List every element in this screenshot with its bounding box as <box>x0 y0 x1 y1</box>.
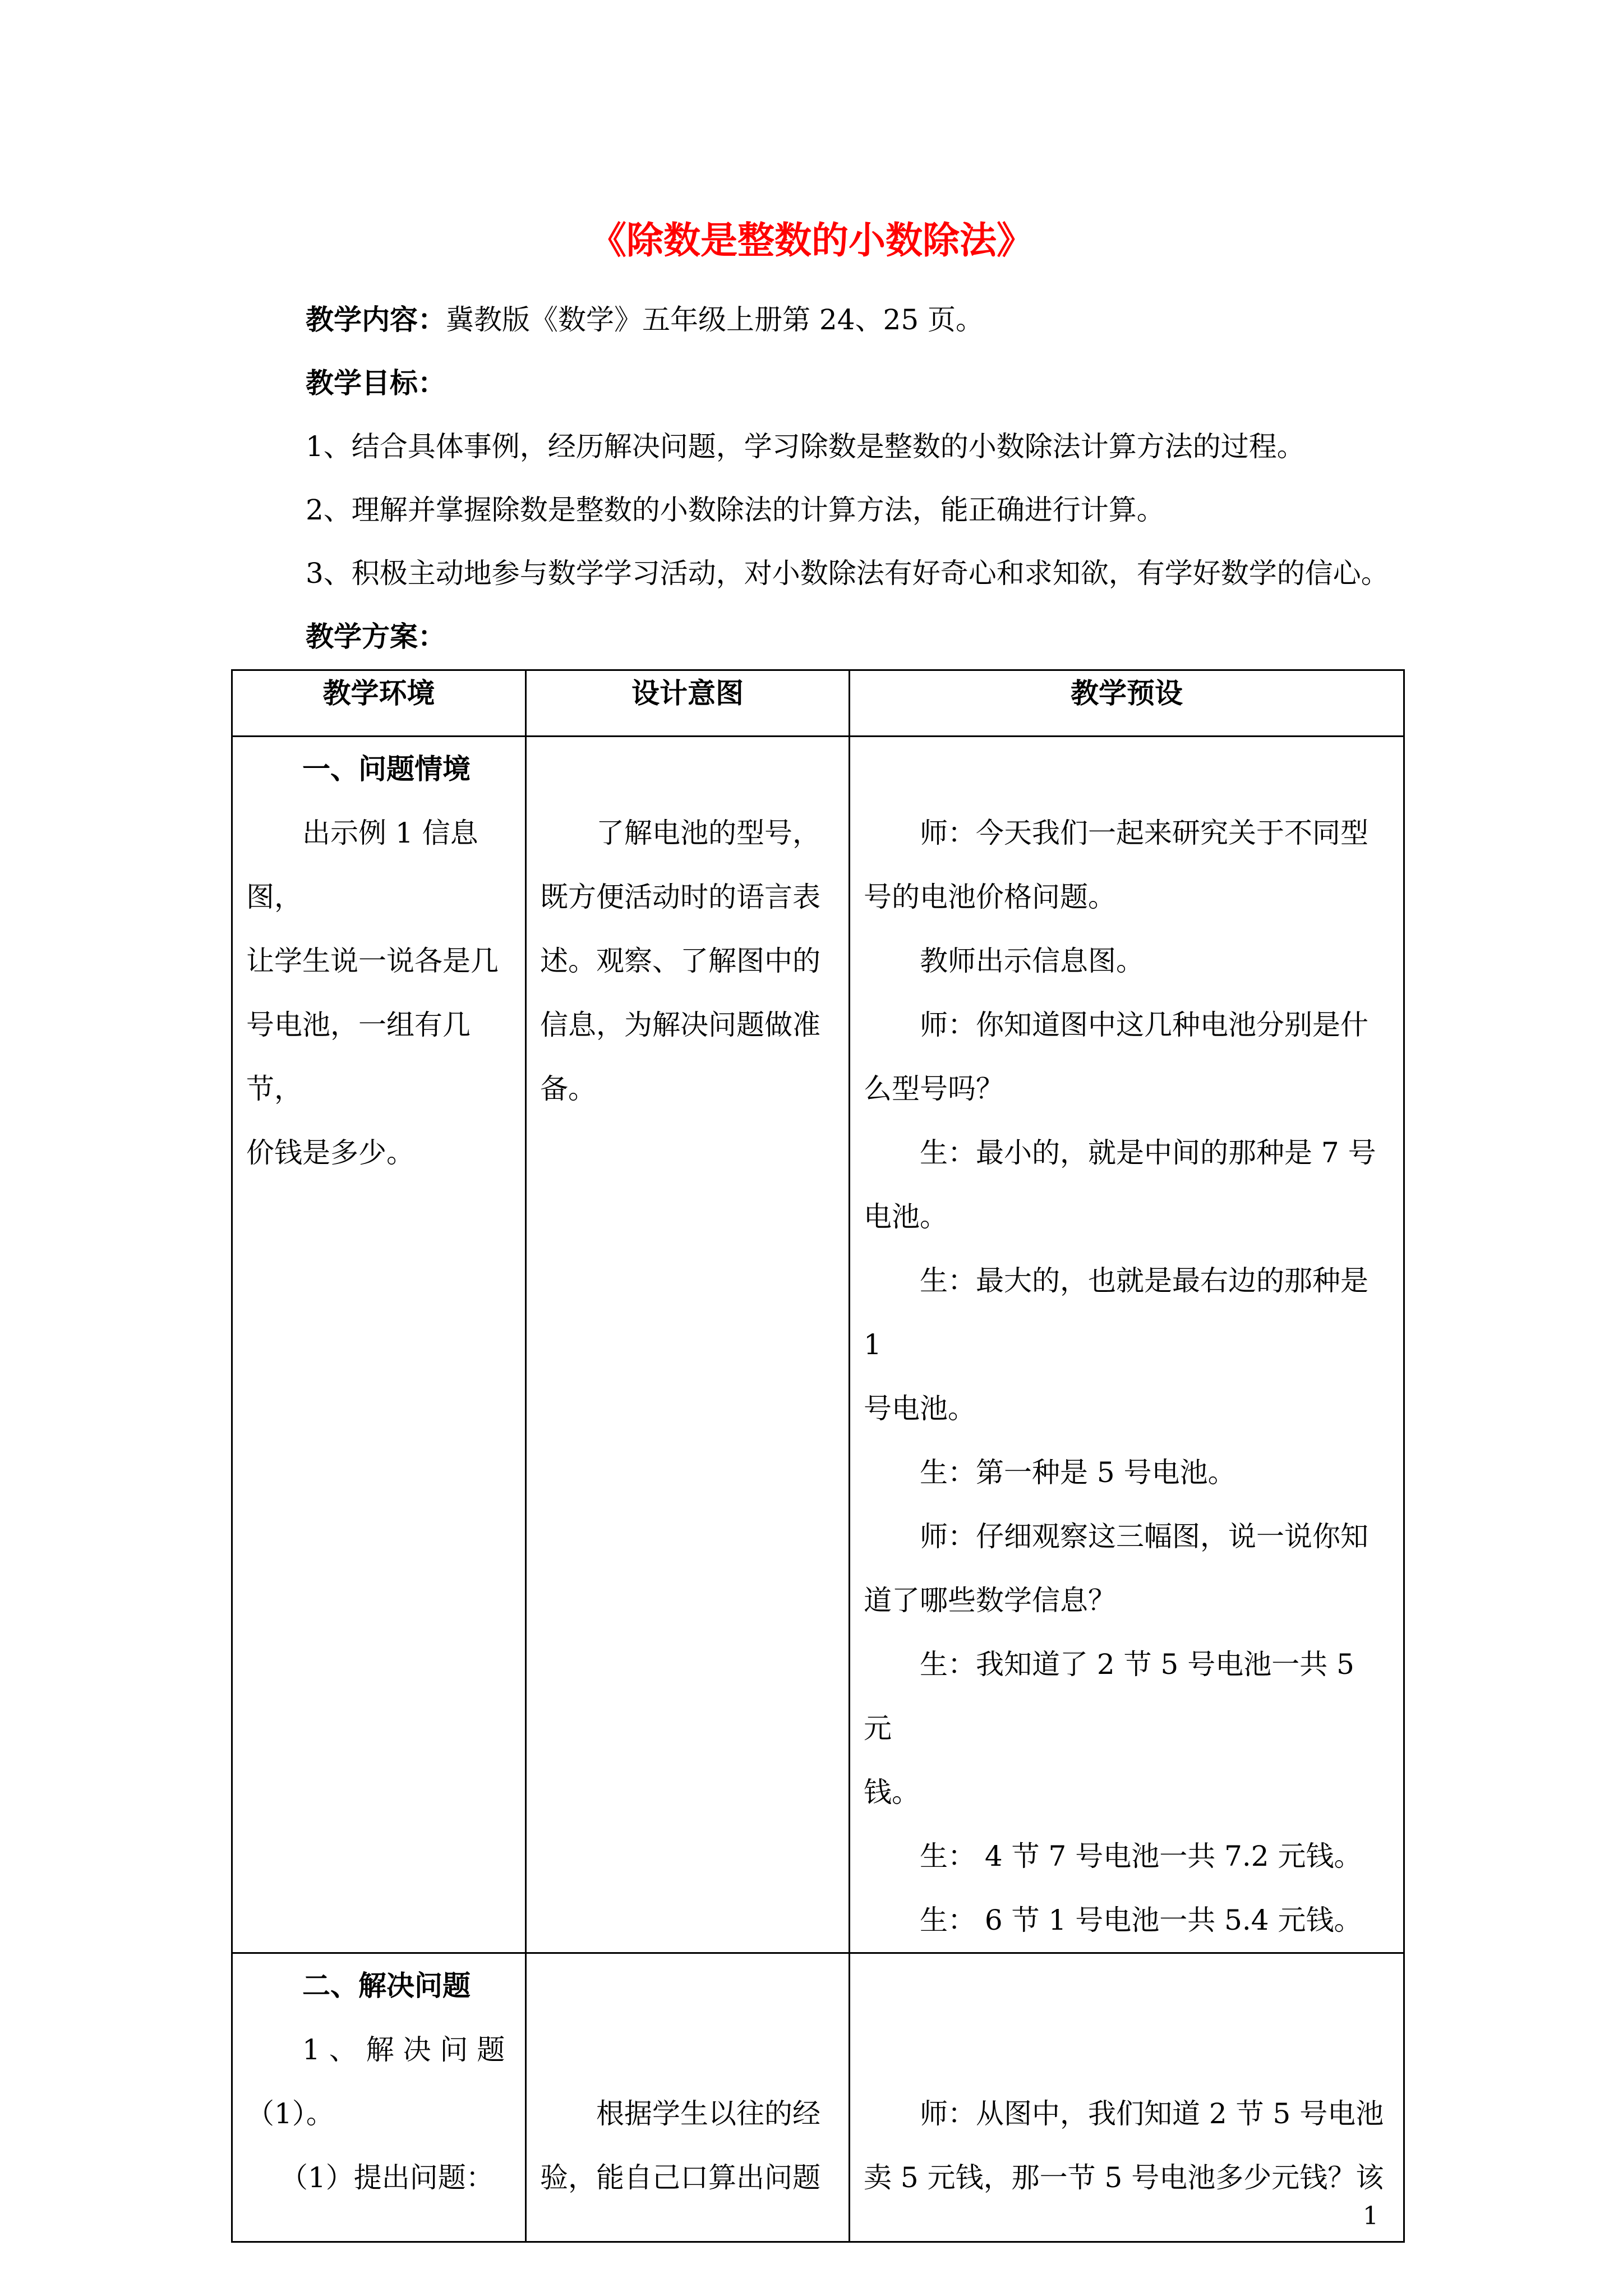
cell-line: 出示例 1 信息图， <box>246 817 478 913</box>
cell-line: 电池。 <box>864 1200 948 1233</box>
cell-line: 根据学生以往的经 <box>596 2097 820 2130</box>
cell-line: 信息，为解决问题做准 <box>540 1009 820 1041</box>
cell-line: 师：今天我们一起来研究关于不同型 <box>920 817 1368 849</box>
cell-spacer <box>864 1954 1390 2018</box>
cell-line: 师：从图中，我们知道 2 节 5 号电池 <box>920 2097 1384 2130</box>
cell-line: 让学生说一说各是几 <box>246 945 499 977</box>
table-cell-environment <box>232 737 526 1953</box>
cell-line: （1）提出问题： <box>280 2161 494 2194</box>
column-header: 设计意图 <box>526 670 850 737</box>
table-row <box>232 737 1404 1953</box>
cell-spacer <box>540 1954 835 2018</box>
cell-line: 号的电池价格问题。 <box>864 881 1116 913</box>
cell-line: 教师出示信息图。 <box>920 945 1144 977</box>
cell-line: 卖 5 元钱，那一节 5 号电池多少元钱？该 <box>864 2161 1384 2194</box>
cell-line: 述。观察、了解图中的 <box>540 945 820 977</box>
document-title: 《除数是整数的小数除法》 <box>589 218 1034 262</box>
table-cell-environment <box>232 1953 526 2242</box>
section-heading: 一、问题情境 <box>302 752 471 785</box>
teaching-goals-label <box>306 361 446 406</box>
goal-item: 1、结合具体事例，经历解决问题，学习除数是整数的小数除法计算方法的过程。 <box>306 430 1305 463</box>
cell-line: 生： 4 节 7 号电池一共 7.2 元钱。 <box>920 1840 1362 1872</box>
cell-line: 么型号吗？ <box>864 1073 1004 1105</box>
column-header: 教学环境 <box>232 670 526 737</box>
goal-item: 2、理解并掌握除数是整数的小数除法的计算方法，能正确进行计算。 <box>306 494 1165 526</box>
cell-line: 生：最大的，也就是最右边的那种是 1 <box>864 1264 1368 1361</box>
cell-line: 钱。 <box>864 1776 920 1809</box>
cell-line: 生： 6 节 1 号电池一共 5.4 元钱。 <box>920 1904 1362 1936</box>
table-cell-intent <box>526 1953 850 2242</box>
cell-line: 师：仔细观察这三幅图，说一说你知 <box>920 1520 1368 1553</box>
cell-line: 1 、 解 决 问 题 <box>302 2033 505 2066</box>
goal-item: 3、积极主动地参与数学学习活动，对小数除法有好奇心和求知欲，有学好数学的信心。 <box>306 557 1389 590</box>
cell-line: 备。 <box>540 1073 596 1105</box>
teaching-plan-label <box>306 614 446 659</box>
cell-line: 价钱是多少。 <box>246 1137 414 1169</box>
page-number: 1 <box>1363 2202 1378 2230</box>
cell-line: 了解电池的型号， <box>596 817 820 849</box>
cell-line: 既方便活动时的语言表 <box>540 881 820 913</box>
cell-line: 号电池，一组有几节， <box>246 1009 471 1105</box>
table-cell-preset <box>850 737 1404 1953</box>
table-row <box>232 1953 1404 2242</box>
table-cell-intent <box>526 737 850 1953</box>
cell-line: 生：第一种是 5 号电池。 <box>920 1456 1236 1489</box>
teaching-plan-table <box>231 669 1405 2243</box>
cell-spacer <box>864 2018 1390 2082</box>
cell-line: 生：最小的，就是中间的那种是 7 号 <box>920 1137 1376 1169</box>
cell-line: 师：你知道图中这几种电池分别是什 <box>920 1009 1368 1041</box>
teaching-goals-label-text: 教学目标： <box>306 366 446 399</box>
cell-line: 生：我知道了 2 节 5 号电池一共 5 元 <box>864 1648 1354 1745</box>
table-cell-preset <box>850 1953 1404 2242</box>
table-header-row <box>232 670 1404 737</box>
cell-spacer <box>540 737 835 801</box>
teaching-content-line <box>306 297 984 342</box>
cell-line: 道了哪些数学信息？ <box>864 1584 1116 1617</box>
teaching-plan-label-text: 教学方案： <box>306 620 446 653</box>
teaching-content-label: 教学内容： <box>306 303 446 336</box>
column-header: 教学预设 <box>850 670 1404 737</box>
cell-spacer <box>864 737 1390 801</box>
cell-line: 验，能自己口算出问题 <box>540 2161 820 2194</box>
cell-line: （1）。 <box>246 2097 334 2130</box>
cell-line: 号电池。 <box>864 1392 976 1425</box>
section-heading: 二、解决问题 <box>302 1969 471 2002</box>
cell-spacer <box>540 2018 835 2082</box>
teaching-content-text: 冀教版《数学》五年级上册第 24、25 页。 <box>446 303 984 336</box>
